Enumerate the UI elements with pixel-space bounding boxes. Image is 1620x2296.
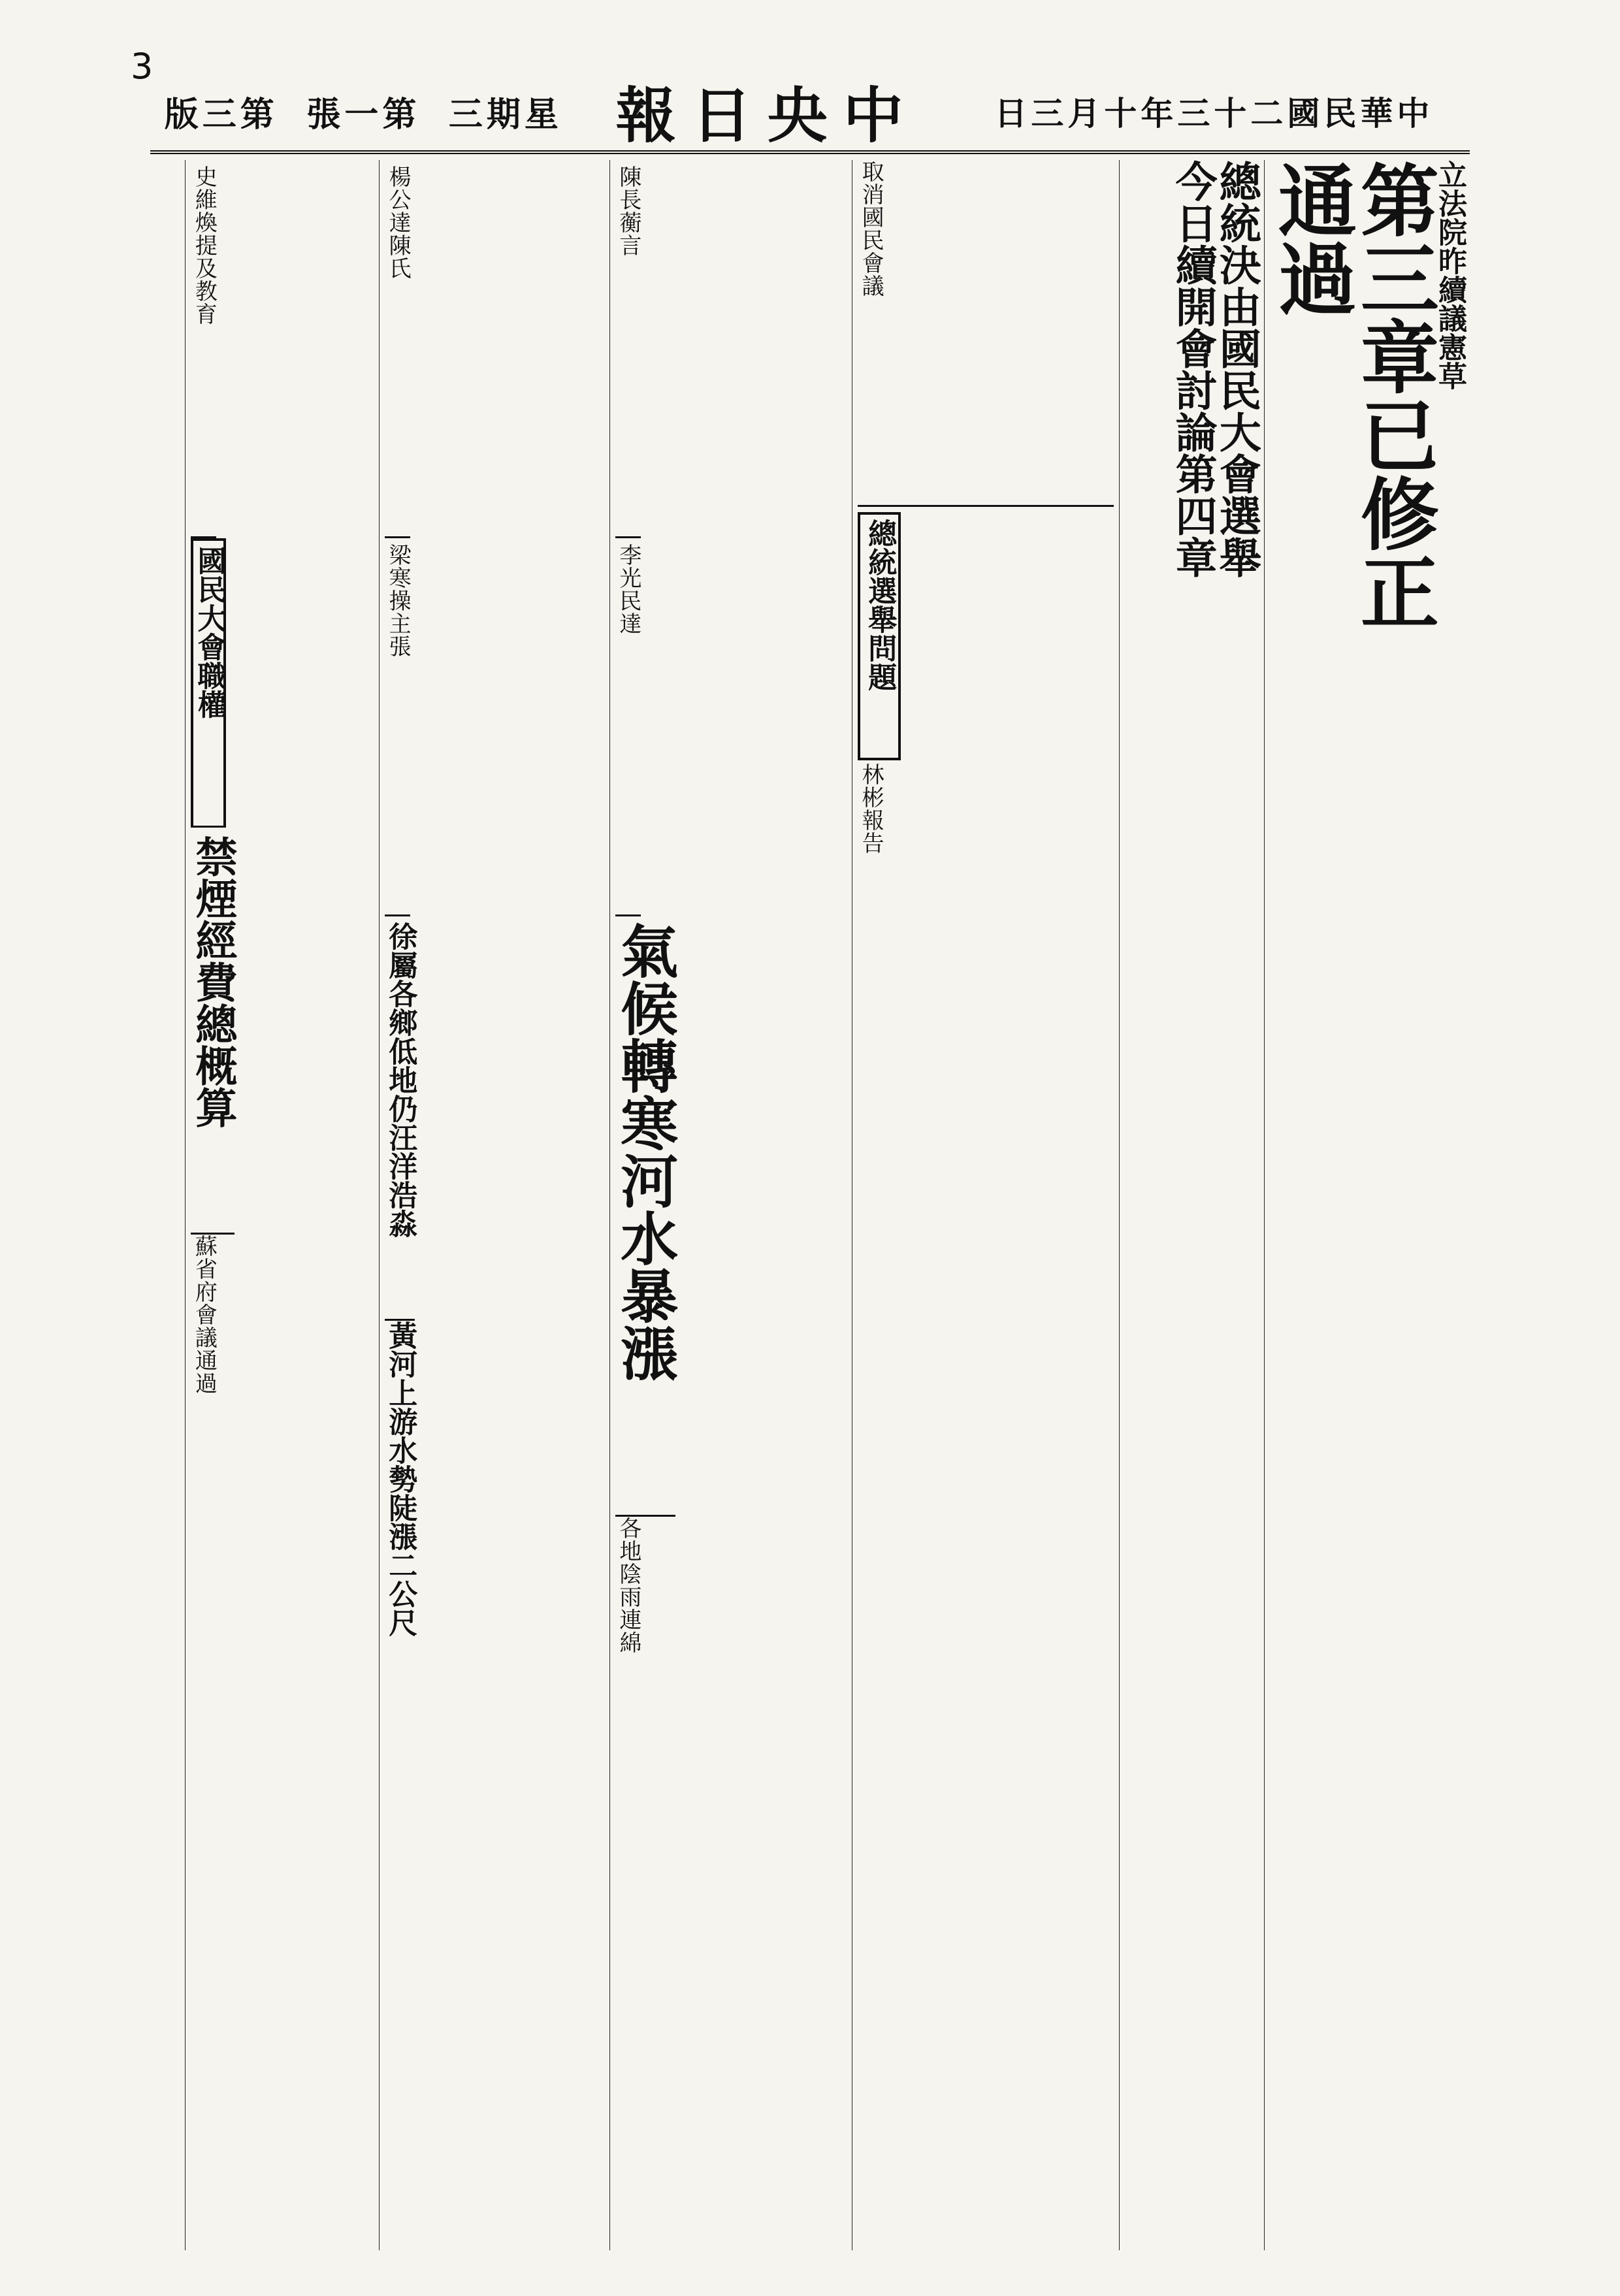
opium-headline: 禁煙經費總概算 — [191, 830, 235, 1235]
section-label: 陳長蘅言 — [615, 160, 641, 538]
section-label: 林彬報告 — [858, 763, 884, 854]
section-label: 取消國民會議 — [858, 160, 884, 297]
lead-story — [1264, 160, 1470, 2250]
spacer-column — [150, 160, 185, 2250]
lead-subtitle: 立法院昨續議憲草 — [1433, 160, 1466, 390]
sheet-label: 張一第 — [306, 94, 421, 135]
weather-kicker: 各地陰雨連綿 — [615, 1517, 641, 1654]
assembly-column — [185, 160, 379, 2250]
weekday-label: 三期星 — [448, 94, 562, 135]
weather-deck-2: 黃河上游水勢陡漲二公尺 — [383, 1321, 417, 1637]
lead-deck-1: 總統決由國民大會選舉 — [1212, 160, 1261, 578]
section-label: 李光民達 — [615, 538, 641, 916]
opium-kicker: 蘇省府會議通過 — [191, 1235, 218, 1395]
lead-body-column — [852, 160, 1119, 2250]
section-label: 楊公達陳氏 — [385, 160, 410, 538]
masthead-edition-info — [150, 87, 577, 136]
page-number: 3 — [131, 46, 154, 87]
debate-column-2 — [379, 160, 609, 2250]
debate-column-1 — [609, 160, 852, 2250]
page-body — [150, 160, 1470, 2250]
assembly-headline: 國民大會職權 — [191, 538, 226, 828]
masthead — [150, 72, 1470, 154]
edition-label: 版三第 — [164, 94, 278, 135]
weather-headline: 氣候轉寒河水暴漲 — [615, 916, 675, 1517]
issue-date: 日三月十年三十二國民華中 — [994, 94, 1434, 133]
paper-name: 報日央中 — [615, 80, 919, 151]
lead-headline: 第三章已修正通過 — [1265, 160, 1440, 630]
section-label: 史維煥提及教育 — [191, 160, 216, 538]
section-label: 梁寒操主張 — [385, 538, 410, 916]
lead-deck-2: 今日續開會討論第四章 — [1168, 160, 1218, 578]
weather-deck-1: 徐屬各鄉低地仍汪洋浩淼 — [385, 916, 415, 1321]
sidebar-title: 總統選舉問題 — [858, 512, 901, 760]
lead-decks — [1119, 160, 1264, 2250]
